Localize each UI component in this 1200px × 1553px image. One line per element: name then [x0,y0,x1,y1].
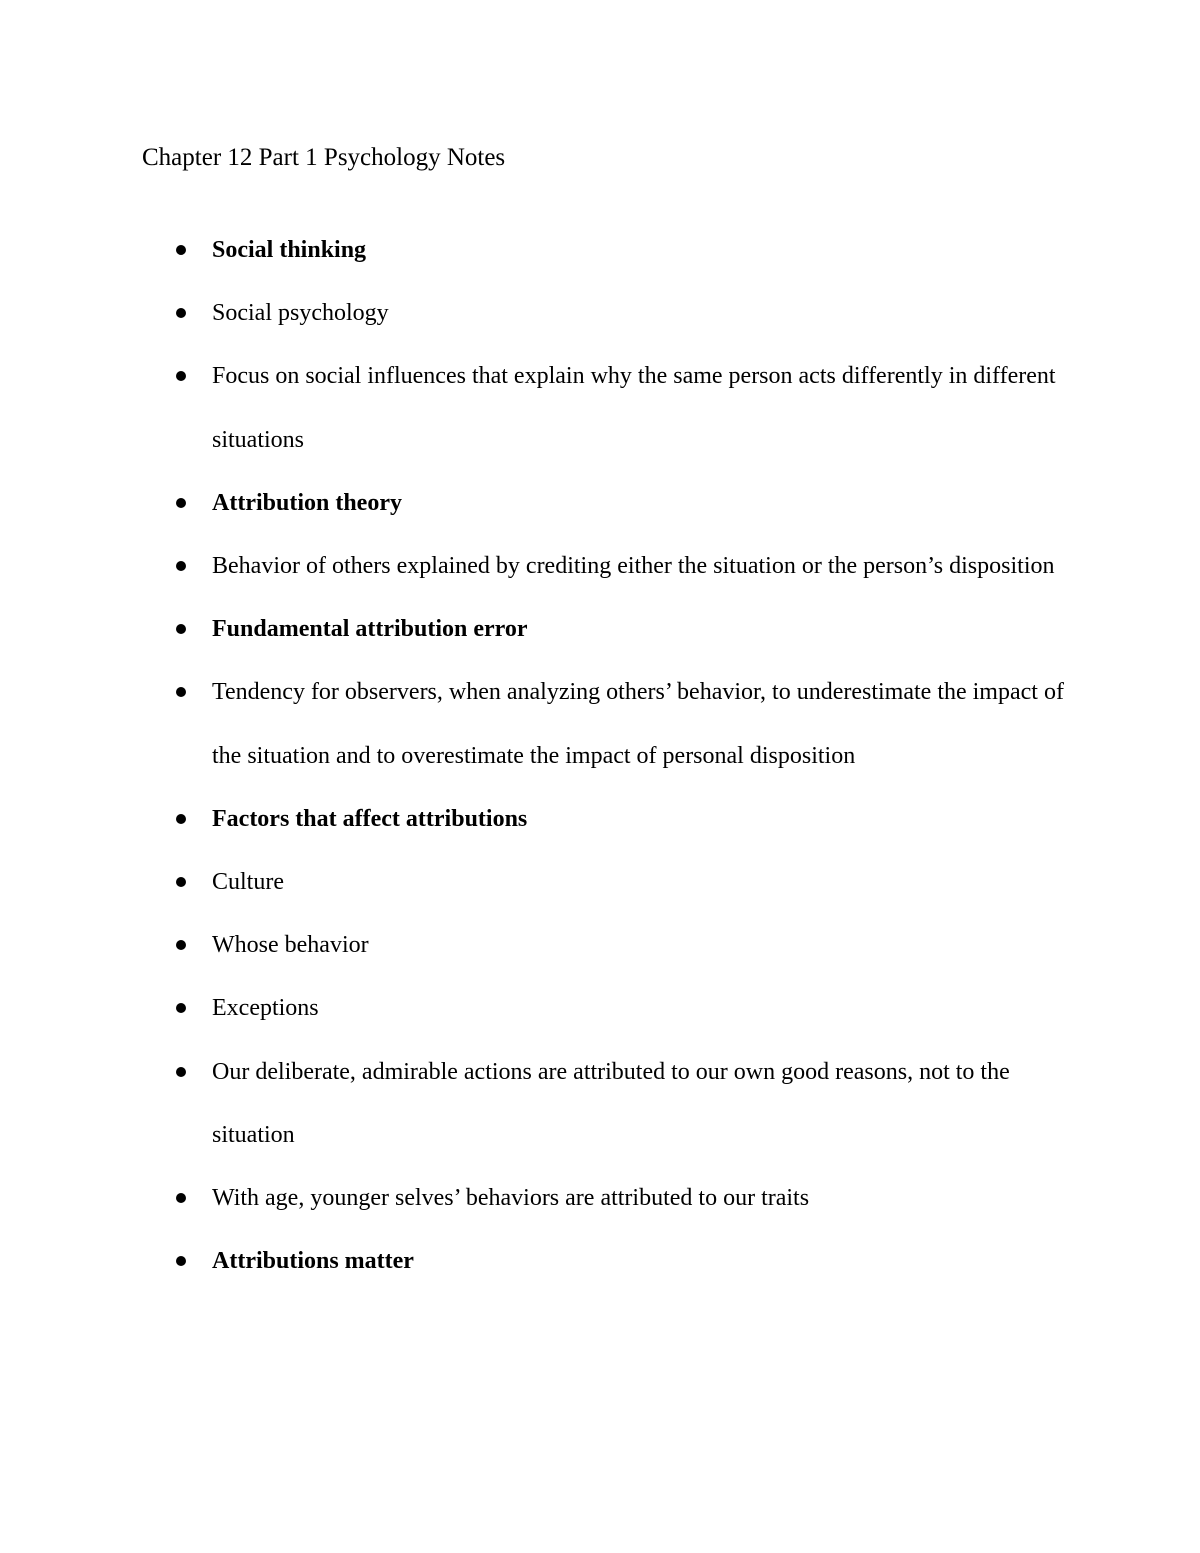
list-item-text: With age, younger selves’ behaviors are attributed to our traits [212,1185,810,1212]
list-item-text: Culture [212,869,284,896]
list-item [0,219,1072,282]
bullet-icon [176,308,186,318]
bullet-icon [176,1067,186,1077]
bullet-icon [176,687,186,697]
list-item-text: Social psychology [212,300,389,327]
list-item [0,282,1072,345]
list-item [0,598,1072,661]
list-item-text: Fundamental attribution error [212,616,528,643]
list-item-text: Attribution theory [212,489,402,516]
bullet-icon [176,940,186,950]
list-item-text: Exceptions [212,995,319,1022]
list-item [0,1041,1072,1167]
list-item [0,1230,1072,1293]
list-item-text: Our deliberate, admirable actions are attributed to our own good reasons, not to the situation [212,1058,1010,1148]
bullet-icon [176,877,186,887]
list-item-text: Tendency for observers, when analyzing others’ behavior, to underestimate the impact of the situation and to overestimate the impact of personal disposition [212,679,1064,769]
bullet-icon [176,498,186,508]
bullet-icon [176,371,186,381]
bullet-icon [176,245,186,255]
bullet-icon [176,1193,186,1203]
list-item [0,535,1072,598]
bullet-icon [176,624,186,634]
list-item-text: Behavior of others explained by crediting either the situation or the person’s disposition [212,553,1055,580]
list-item [0,914,1072,977]
list-item [0,472,1072,535]
list-item-text: Factors that affect attributions [212,805,528,832]
list-item-text: Attributions matter [212,1248,414,1275]
list-item [0,788,1072,851]
list-item-text: Focus on social influences that explain why the same person acts differently in different situations [212,363,1056,453]
bullet-icon [176,1003,186,1013]
list-item [0,1167,1072,1230]
notes-bullet-list [0,219,1200,1293]
bullet-icon [176,814,186,824]
document-title: Chapter 12 Part 1 Psychology Notes [142,144,506,171]
bullet-icon [176,561,186,571]
list-item-text: Whose behavior [212,932,369,959]
list-item [0,345,1072,471]
list-item-text: Social thinking [212,237,367,263]
list-item [0,661,1072,787]
list-item [0,977,1072,1040]
bullet-icon [176,1256,186,1266]
list-item [0,851,1072,914]
